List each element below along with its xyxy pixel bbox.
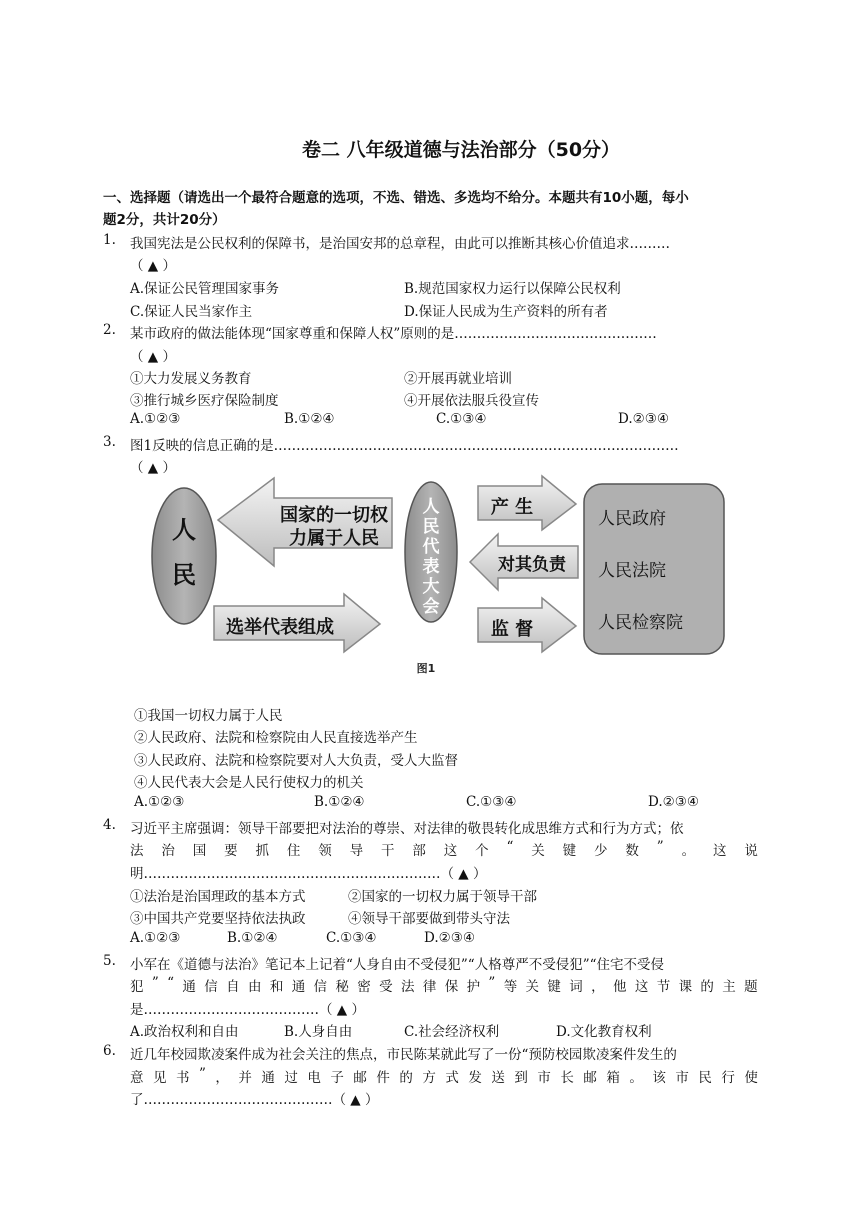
people-label-bottom: 民 [172, 561, 196, 589]
svg-text:表: 表 [422, 557, 440, 577]
question-number: 2. [103, 322, 116, 338]
figure-1-diagram [140, 472, 740, 682]
option-d: D.保证人民成为生产资料的所有者 [404, 304, 608, 320]
question-stem-line2: 犯 ” “ 通 信 自 由 和 通 信 秘 密 受 法 律 保 护 ” 等 关 键 词 ， 他 这 节 课 的 主 题 [130, 975, 758, 995]
option-b: B.人身自由 [284, 1024, 353, 1040]
option-d: D.②③④ [618, 411, 669, 427]
option-d: D.②③④ [648, 794, 699, 810]
option-c: C.①③④ [326, 930, 377, 946]
question-stem-line2: 意 见 书 ” ， 并 通 过 电 子 邮 件 的 方 式 发 送 到 市 长 邮 箱 。 该 市 民 行 使 [130, 1066, 758, 1086]
statement-4: ④开展依法服兵役宣传 [404, 393, 539, 409]
statement-4: ④人民代表大会是人民行使权力的机关 [134, 775, 364, 791]
question-stem: 我国宪法是公民权利的保障书，是治国安邦的总章程，由此可以推断其核心价值追求……… [130, 236, 670, 252]
statement-1: ①我国一切权力属于人民 [134, 708, 283, 724]
statement-2: ②人民政府、法院和检察院由人民直接选举产生 [134, 730, 418, 746]
question-number: 6. [103, 1043, 116, 1059]
section-heading-line1: 一、选择题（请选出一个最符合题意的选项，不选、错选、多选均不给分。本题共有10小题，每小 [103, 190, 689, 206]
question-stem-line2: 法 治 国 要 抓 住 领 导 干 部 这 个 “ 关 键 少 数 ” 。 这 说 [130, 839, 758, 859]
question-number: 3. [103, 434, 116, 450]
option-c: C.保证人民当家作主 [130, 304, 253, 320]
option-a: A.①②③ [130, 930, 181, 946]
option-b: B.规范国家权力运行以保障公民权利 [404, 281, 621, 297]
option-b: B.①②④ [227, 930, 278, 946]
question-number: 5. [103, 953, 116, 969]
question-stem-line1: 习近平主席强调：领导干部要把对法治的尊崇、对法律的敬畏转化成思维方式和行为方式；依 [130, 821, 684, 837]
question-stem-line3: 是…………………………………（ ▲ ） [130, 1002, 365, 1018]
svg-text:人民法院: 人民法院 [598, 561, 666, 581]
svg-text:会: 会 [422, 597, 440, 617]
statement-1: ①大力发展义务教育 [130, 371, 252, 387]
statement-1: ①法治是治国理政的基本方式 [130, 889, 306, 905]
statement-3: ③中国共产党要坚持依法执政 [130, 911, 306, 927]
svg-text:人: 人 [422, 497, 440, 517]
arrow-produce-text: 产 生 [490, 497, 534, 518]
svg-text:人民检察院: 人民检察院 [598, 613, 683, 633]
svg-text:人民政府: 人民政府 [598, 509, 666, 529]
arrow-bottom-text: 选举代表组成 [226, 617, 334, 638]
statement-3: ③推行城乡医疗保险制度 [130, 393, 279, 409]
answer-mark: （ ▲ ） [130, 460, 176, 476]
statement-2: ②国家的一切权力属于领导干部 [348, 889, 537, 905]
figure-caption: 图1 [416, 662, 436, 675]
option-b: B.①②④ [314, 794, 365, 810]
arrow-top-text-line2: 力属于人民 [289, 528, 379, 549]
question-stem-line1: 近几年校园欺凌案件成为社会关注的焦点，市民陈某就此写了一份“预防校园欺凌案件发生的 [130, 1047, 677, 1063]
question-stem-line1: 小军在《道德与法治》笔记本上记着“人身自由不受侵犯”“人格尊严不受侵犯”“住宅不受侵 [130, 957, 665, 973]
option-a: A.保证公民管理国家事务 [130, 281, 280, 297]
question-stem: 某市政府的做法能体现“国家尊重和保障人权”原则的是……………………………………… [130, 326, 657, 342]
option-d: D.文化教育权利 [556, 1024, 652, 1040]
option-a: A.①②③ [134, 794, 185, 810]
svg-text:代: 代 [422, 537, 440, 557]
option-c: C.①③④ [466, 794, 517, 810]
arrow-top-text-line1: 国家的一切权 [280, 505, 388, 526]
section-heading-line2: 题2分，共计20分） [103, 212, 226, 228]
statement-4: ④领导干部要做到带头守法 [348, 911, 510, 927]
question-number: 4. [103, 817, 116, 833]
option-a: A.政治权利和自由 [130, 1024, 239, 1040]
svg-text:大: 大 [422, 577, 440, 597]
option-c: C.社会经济权利 [404, 1024, 500, 1040]
svg-text:民: 民 [422, 517, 440, 537]
option-b: B.①②④ [284, 411, 335, 427]
option-a: A.①②③ [130, 411, 181, 427]
arrow-supervise-text: 监 督 [490, 619, 534, 640]
people-label-top: 人 [172, 516, 196, 544]
option-d: D.②③④ [424, 930, 475, 946]
npc-label [423, 497, 441, 617]
statement-2: ②开展再就业培训 [404, 371, 512, 387]
page-title: 卷二 八年级道德与法治部分（50分） [302, 139, 621, 161]
answer-mark: （ ▲ ） [130, 349, 176, 365]
answer-mark: （ ▲ ） [130, 258, 176, 274]
option-c: C.①③④ [436, 411, 487, 427]
question-stem: 图1反映的信息正确的是……………………………………………………………………………… [130, 438, 679, 454]
arrow-responsible-text: 对其负责 [498, 555, 566, 575]
people-ellipse [152, 488, 216, 624]
question-stem-line3: 了……………………………………（ ▲ ） [130, 1092, 379, 1108]
question-stem-line3: 明…………………………………………………………（ ▲ ） [130, 866, 487, 882]
question-number: 1. [103, 232, 116, 248]
statement-3: ③人民政府、法院和检察院要对人大负责，受人大监督 [134, 753, 458, 769]
